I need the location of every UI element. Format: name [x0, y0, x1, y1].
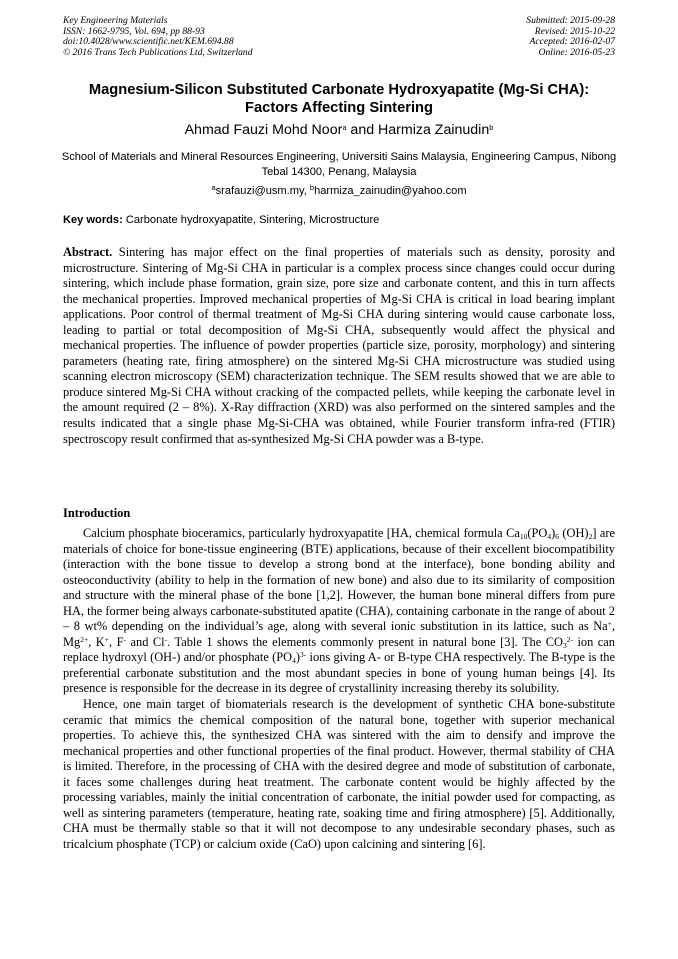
keywords — [63, 213, 615, 227]
superscript: - — [123, 634, 126, 644]
journal-info-header — [63, 16, 253, 58]
title-line-1: Magnesium-Silicon Substituted Carbonate Hydroxyapatite (Mg-Si CHA): — [88, 82, 590, 98]
abstract-text: Sintering has major effect on the final properties of materials such as density, porosity and microstructure. Sintering of Mg-Si CHA in particular is a complex process since changes could occur during sintering, which include phase formation, grain size, pore size and carbonate content, and this in turn affects the mechanical properties. Improved mechanical properties of Mg-Si CHA is critical in load bearing implant applications. Poor control of thermal treatment of Mg-Si CHA during sintering would cause carbonate loss, leading to partial or total decomposition of Mg-Si CHA, subsequently would affect the physical and mechanical properties. The influence of powder properties (particle size, porosity, morphology) and sintering parameters (heating rate, firing atmosphere) on the sintered Mg-Si CHA microstructure was studied using scanning electron microscopy (SEM) characterization technique. The SEM results showed that we are able to produce sintered Mg-Si CHA without cracking of the compacted pellets, while keeping the carbonate level in the amount required (2 – 8%). X-Ray diffraction (XRD) was also performed on the sintered samples and the results indicated that a single phase Mg-Si-CHA was obtained, while Fourier transform infra-red (FTIR) spectroscopy result confirmed that as-synthesized Mg-Si CHA powder was a B-type. — [63, 245, 615, 446]
submitted-date: Submitted: 2015-09-28 — [526, 15, 615, 26]
author-name: Ahmad Fauzi Mohd Noor — [184, 122, 343, 138]
email-link[interactable]: srafauzi@usm.my — [215, 185, 304, 197]
email-separator: , — [303, 185, 310, 197]
paper-title — [40, 81, 638, 117]
text-run: ion can replace hydroxyl (OH-) and/or phosphate (PO — [63, 634, 615, 665]
intro-paragraph-1 — [63, 526, 615, 697]
journal-name: Key Engineering Materials — [63, 15, 168, 26]
revised-date: Revised: 2015-10-22 — [534, 25, 615, 37]
subscript: 6 — [555, 532, 559, 541]
subscript: 2 — [588, 532, 593, 541]
dates-header — [526, 16, 615, 58]
superscript: - — [164, 634, 168, 644]
keywords-label: Key words: — [63, 214, 123, 226]
text-run: , F — [109, 634, 124, 649]
author-separator: and — [346, 122, 379, 138]
author-affiliation-mark: b — [489, 123, 494, 132]
superscript: + — [104, 634, 109, 644]
text-run: , Mg — [63, 619, 615, 649]
affiliation: School of Materials and Mineral Resources Engineering, Universiti Sains Malaysia, Engineering Campus, Nibong Tebal 14300, Penang, Malaysia — [61, 151, 617, 178]
author-emails — [40, 184, 638, 198]
author-name: Harmiza Zainudin — [378, 122, 490, 138]
issn-volume: ISSN: 1662-9795, Vol. 694, pp 88-93 — [63, 25, 205, 37]
text-run: (PO — [527, 526, 548, 540]
superscript: 3- — [299, 650, 307, 660]
superscript: 2+ — [80, 634, 89, 644]
introduction-body — [63, 526, 615, 852]
email-mark: a — [211, 183, 216, 192]
text-run: ions giving A- or B-type CHA respectively. The B-type is the preferential carbonate substitution and the most abundant species in bone of young human beings [4]. Its presence is responsible for the decrease in its degree of crystallinity increasing thereby its solubility. — [63, 650, 615, 696]
text-run: and Cl — [126, 634, 165, 649]
title-line-2: Factors Affecting Sintering — [245, 100, 433, 116]
text-run: ) — [295, 650, 300, 665]
abstract-paragraph — [63, 245, 615, 447]
intro-paragraph-2: Hence, one main target of biomaterials research is the development of synthetic CHA bone-substitute ceramic that mimics the chemical composition of the natural bone, together with superior mechanical properties. To achieve this, the synthesized CHA was sintered with the aim to densify and improve the mechanical properties and other functional properties of the final product. However, thermal stability of CHA is limited. Therefore, in the processing of CHA with the desired degree and mode of substitution of carbonate, it faces some challenges during heat treatment. The carbonate content would be highly affected by the processing variables, mainly the initial concentration of carbonate, the initial powder used for compacting, as well as sintering parameters (temperature, heating rate, soaking time and firing atmosphere) [5]. Additionally, CHA must be thermally stable so that it will not decompose to any undesirable secondary phases, such as tricalcium phosphate (TCP) or calcium oxide (CaO) upon calcining and sintering [6]. — [63, 697, 615, 851]
text-run: ] are materials of choice for bone-tissue engineering (BTE) applications, because of their excellent biocompatibility (interaction with the bone tissue to develop a strong bond at the interface), bone bonding ability and osteoconductivity (ability to help in the formation of new bone) and also due to its similarity of composition and structure with the mineral phase of the bone [1,2]. However, the human bone mineral differs from pure HA, the former being always carbonate-substituted apatite (CHA), containing carbonate in the range of about 2 – 8 wt% depending on the individual’s age, along with several ionic substitution in its lattice, such as Na — [63, 526, 615, 634]
subscript: 4 — [292, 656, 296, 666]
text-run: Calcium phosphate bioceramics, particularly hydroxyapatite [HA, chemical formula Ca — [83, 526, 520, 540]
keywords-text: Carbonate hydroxyapatite, Sintering, Microstructure — [122, 214, 380, 226]
text-run: , K — [88, 634, 105, 649]
superscript: 2- — [566, 634, 573, 644]
subscript: 4 — [547, 532, 552, 541]
doi: doi:10.4028/www.scientific.net/KEM.694.88 — [63, 36, 234, 48]
abstract-label: Abstract. — [63, 245, 113, 259]
email-mark: b — [309, 183, 315, 192]
superscript: + — [607, 619, 612, 629]
text-run: (OH) — [558, 526, 589, 540]
section-heading-introduction: Introduction — [63, 506, 131, 520]
text-run: . Table 1 shows the elements commonly present in natural bone [3]. The CO — [167, 634, 563, 649]
author-affiliation-mark: a — [342, 123, 347, 132]
abstract — [63, 245, 615, 447]
text-run: ) — [551, 526, 556, 540]
subscript: 10 — [519, 532, 528, 541]
online-date: Online: 2016-05-23 — [538, 46, 615, 58]
accepted-date: Accepted: 2016-02-07 — [529, 36, 615, 48]
email-link[interactable]: harmiza_zainudin@yahoo.com — [314, 185, 467, 197]
author-list — [40, 121, 638, 139]
subscript: 3 — [562, 640, 567, 650]
copyright: © 2016 Trans Tech Publications Ltd, Switzerland — [63, 46, 253, 58]
